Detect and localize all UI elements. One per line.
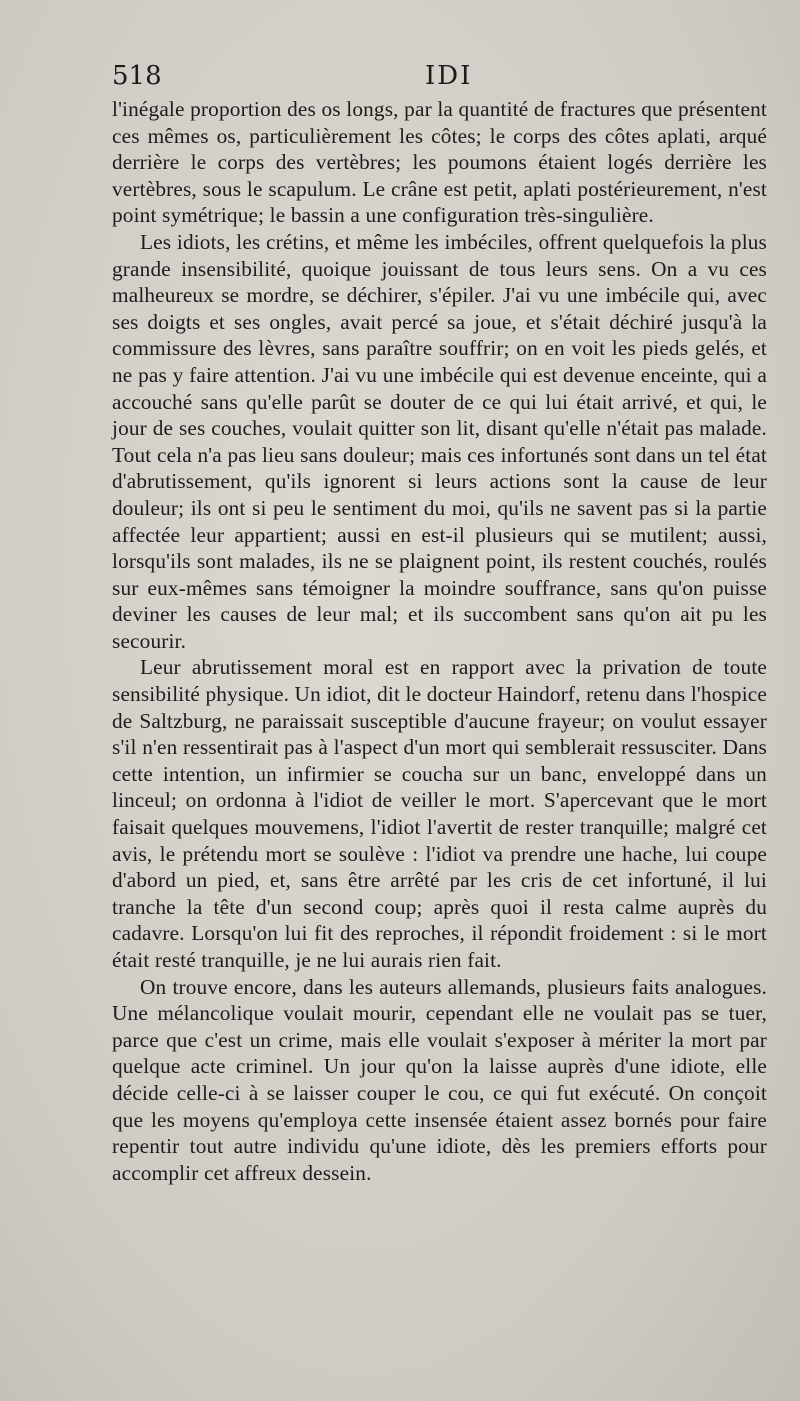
paragraph: On trouve encore, dans les auteurs allemands, plusieurs faits analogues. Une mélancolique voulait mourir, cependant elle ne voulait pas se tuer, parce que c'est un crime, mais elle voulait s'exposer à mériter la mort par quelque acte criminel. Un jour qu'on la laisse auprès d'une idiote, elle décide celle-ci à se laisser couper le cou, ce qui fut exécuté. On conçoit que les moyens qu'employa cette insensée étaient assez bornés pour faire repentir tout autre individu qu'une idiote, dès les premiers efforts pour accomplir cet affreux dessein.	[112, 974, 767, 1185]
paragraph: Leur abrutissement moral est en rapport avec la privation de toute sensibilité physique. Un idiot, dit le docteur Haindorf, retenu dans l'hospice de Saltzburg, ne paraissait susceptible d'aucune frayeur; on voulut essayer s'il n'en ressentirait pas à l'aspect d'un mort qui semblerait ressusciter. Dans cette intention, un infirmier se coucha sur un banc, enveloppé dans un linceul; on ordonna à l'idiot de veiller le mort. S'apercevant que le mort faisait quelques mouvemens, l'idiot l'avertit de rester tranquille; malgré cet avis, le prétendu mort se soulève : l'idiot va prendre une hache, lui coupe d'abord un pied, et, sans être arrêté par les cris de cet infortuné, il lui tranche la tête d'un second coup; après quoi il resta calme auprès du cadavre. Lorsqu'on lui fit des reproches, il répondit froidement : si le mort était resté tranquille, je ne lui aurais rien fait.	[112, 655, 767, 972]
running-head: IDI	[425, 61, 473, 91]
paragraph: Les idiots, les crétins, et même les imbéciles, offrent quelquefois la plus grande insensibilité, quoique jouissant de tous leurs sens. On a vu ces malheureux se mordre, se déchirer, s'épiler. J'ai vu une imbécile qui, avec ses doigts et ses ongles, avait percé sa joue, et s'était déchiré jusqu'à la commissure des lèvres, sans paraître souffrir; on en voit les pieds gelés, et ne pas y faire attention. J'ai vu une imbécile qui est devenue enceinte, qui a accouché sans qu'elle parût se douter de ce qui lui était arrivé, et qui, le jour de ses couches, voulait quitter son lit, disant qu'elle n'était pas malade. Tout cela n'a pas lieu sans douleur; mais ces infortunés sont dans un tel état d'abrutissement, qu'ils ignorent si leurs actions sont la cause de leur douleur; ils ont si peu le sentiment du moi, qu'ils ne savent pas si la partie affectée leur appartient; aussi en est-il plusieurs qui se mutilent; aussi, lorsqu'ils sont malades, ils ne se plaignent point, ils restent couchés, roulés sur eux-mêmes sans témoigner la moindre souffrance, sans qu'on puisse deviner les causes de leur mal; et ils succombent sans qu'on ait pu les secourir.	[112, 229, 767, 653]
page-header	[112, 58, 762, 94]
body-text	[112, 96, 767, 1186]
page-number: 518	[112, 61, 162, 91]
paragraph-continuation: l'inégale proportion des os longs, par la quantité de fractures que présentent ces mêmes os, particulièrement les côtes; le corps des côtes aplati, arqué derrière le corps des vertèbres; les poumons étaient logés derrière les vertèbres, sous le scapulum. Le crâne est petit, aplati postérieurement, n'est point symétrique; le bassin a une configuration très-singulière.	[112, 97, 767, 228]
